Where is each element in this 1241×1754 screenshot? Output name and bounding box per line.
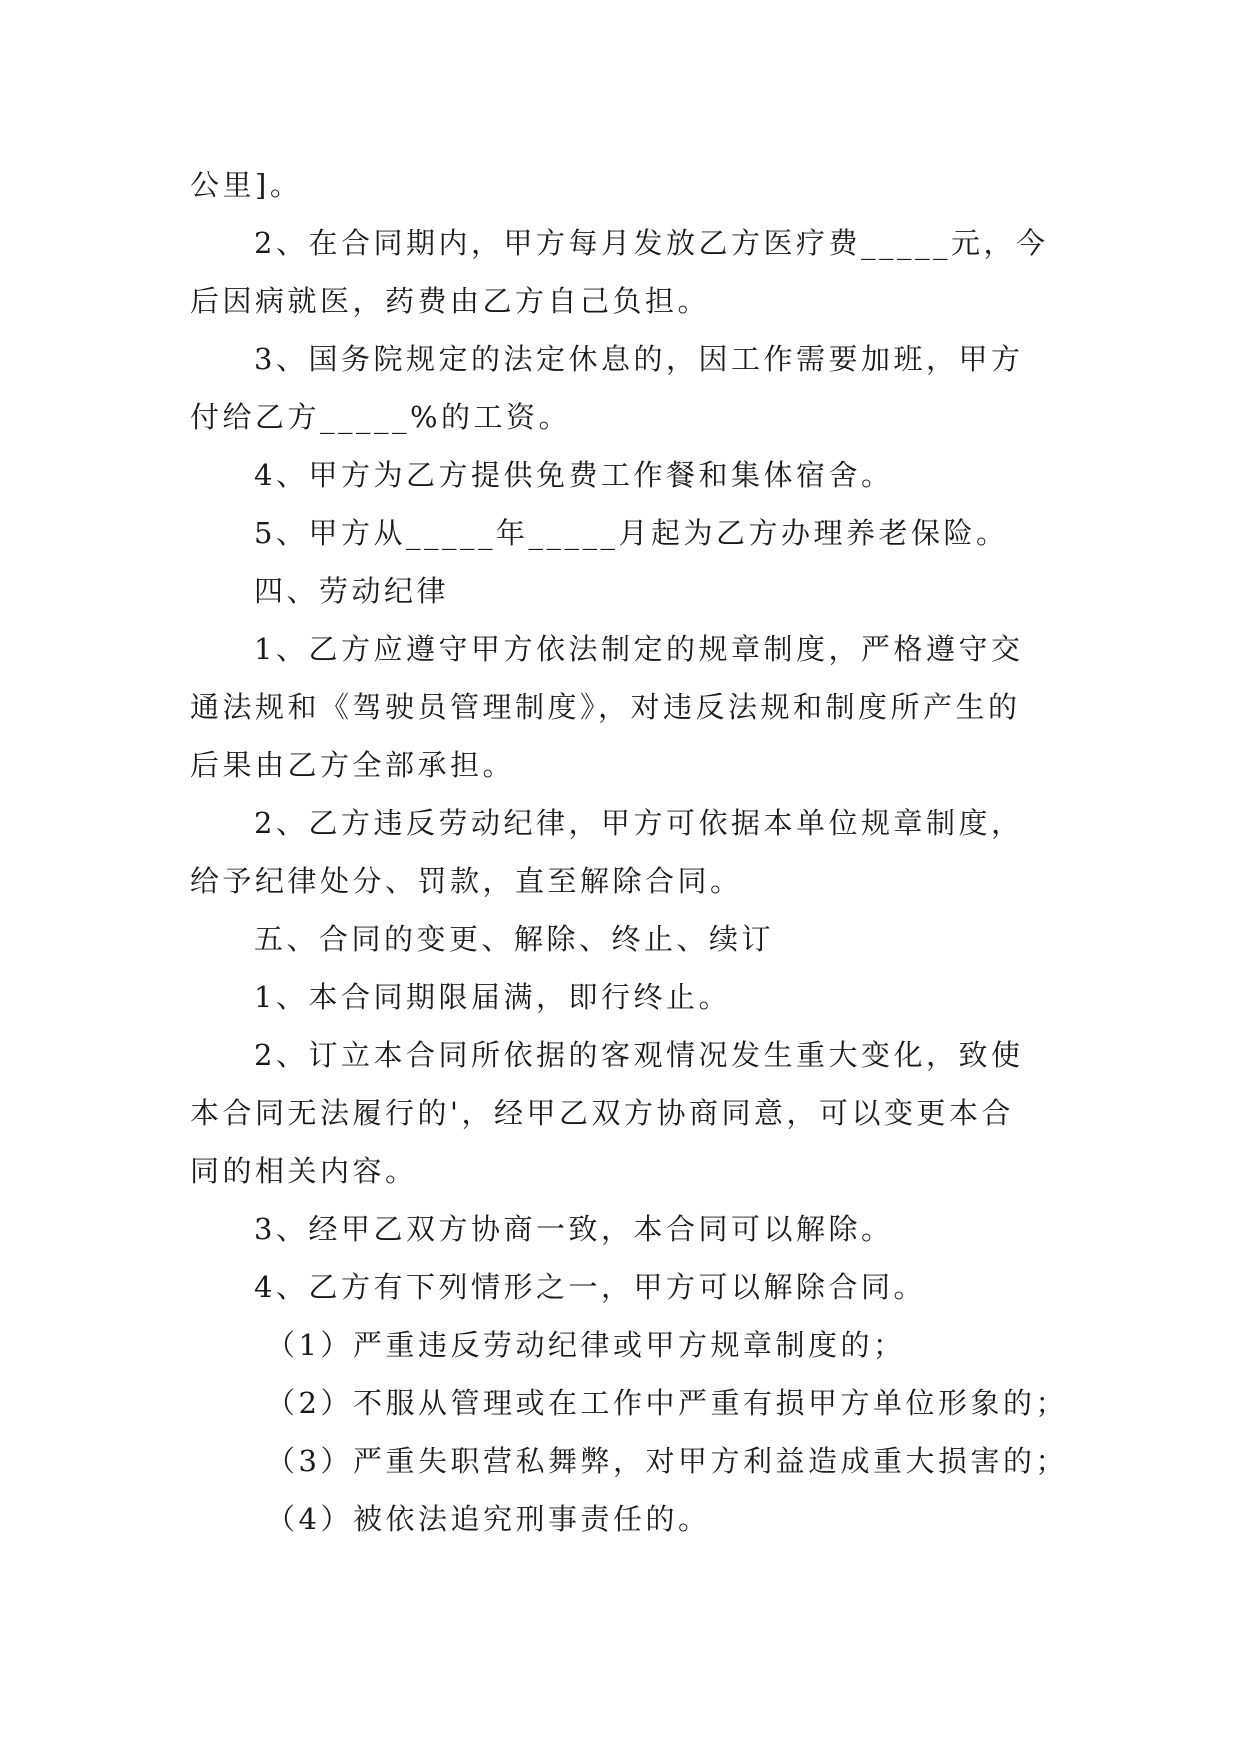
section-heading-labor-discipline: 四、劳动纪律	[254, 574, 450, 608]
clause-meals-lodging: 4、甲方为乙方提供免费工作餐和集体宿舍。	[254, 458, 894, 492]
clause-pension-insurance: 5、甲方从_____年_____月起为乙方办理养老保险。	[254, 516, 1009, 550]
clause-expiry: 1、本合同期限届满，即行终止。	[254, 980, 731, 1014]
clause-change-line-2: 本合同无法履行的'，经甲乙双方协商同意，可以变更本合	[190, 1096, 1014, 1130]
clause-rules-line-2: 通法规和《驾驶员管理制度》，对违反法规和制度所产生的	[190, 690, 1021, 724]
paragraph-line-continuation: 公里]。	[190, 168, 303, 202]
clause-rules-line-3: 后果由乙方全部承担。	[190, 748, 516, 782]
list-item-condition-3: （3）严重失职营私舞弊，对甲方利益造成重大损害的；	[266, 1444, 1068, 1478]
clause-change-line-1: 2、订立本合同所依据的客观情况发生重大变化，致使	[254, 1038, 1024, 1072]
clause-overtime-line-2: 付给乙方_____%的工资。	[190, 400, 572, 434]
clause-medical-fee-line-2: 后因病就医，药费由乙方自己负担。	[190, 284, 711, 318]
section-heading-contract-changes: 五、合同的变更、解除、终止、续订	[254, 922, 775, 956]
clause-rules-line-1: 1、乙方应遵守甲方依法制定的规章制度，严格遵守交	[254, 632, 1024, 666]
clause-mutual-termination: 3、经甲乙双方协商一致，本合同可以解除。	[254, 1212, 894, 1246]
list-item-condition-4: （4）被依法追究刑事责任的。	[266, 1502, 711, 1536]
list-item-condition-2: （2）不服从管理或在工作中严重有损甲方单位形象的；	[266, 1386, 1068, 1420]
clause-overtime-line-1: 3、国务院规定的法定休息的，因工作需要加班，甲方	[254, 342, 1024, 376]
clause-medical-fee-line-1: 2、在合同期内，甲方每月发放乙方医疗费_____元，今	[254, 226, 1049, 260]
clause-discipline-line-2: 给予纪律处分、罚款，直至解除合同。	[190, 864, 743, 898]
clause-discipline-line-1: 2、乙方违反劳动纪律，甲方可依据本单位规章制度，	[254, 806, 1024, 840]
clause-change-line-3: 同的相关内容。	[190, 1154, 418, 1188]
clause-termination-conditions: 4、乙方有下列情形之一，甲方可以解除合同。	[254, 1270, 926, 1304]
list-item-condition-1: （1）严重违反劳动纪律或甲方规章制度的；	[266, 1328, 906, 1362]
